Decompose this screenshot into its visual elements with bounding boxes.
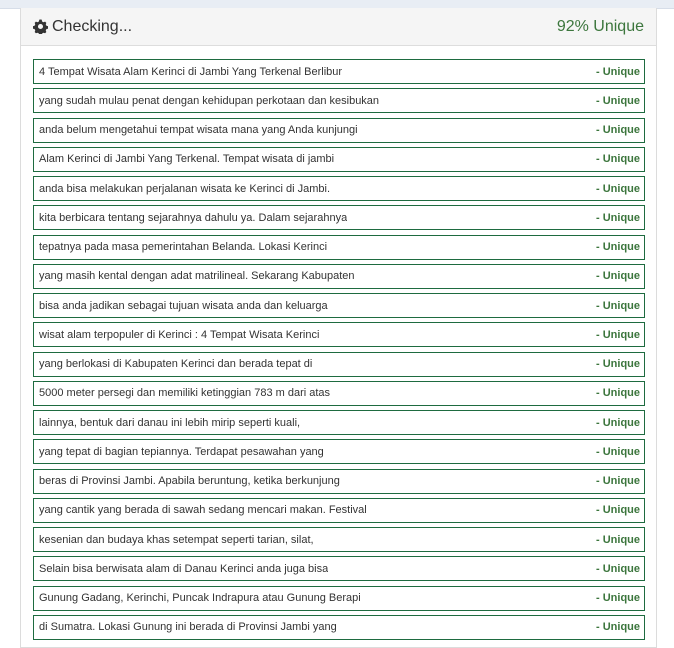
result-status: - Unique	[596, 504, 640, 517]
result-row	[33, 410, 645, 435]
result-status: - Unique	[596, 416, 640, 429]
result-status: - Unique	[596, 124, 640, 136]
result-sentence: tepatnya pada masa pemerintahan Belanda. Lokasi Kerinci	[39, 241, 328, 253]
result-sentence: yang berlokasi di Kabupaten Kerinci dan berada tepat di	[39, 358, 313, 370]
result-status: - Unique	[596, 299, 640, 312]
result-sentence: anda bisa melakukan perjalanan wisata ke Kerinci di Jambi.	[39, 182, 331, 195]
panel-header	[21, 8, 656, 46]
result-row	[33, 264, 645, 289]
result-status: - Unique	[596, 533, 640, 546]
uniqueness-score: 92% Unique	[556, 17, 644, 35]
result-sentence: yang masih kental dengan adat matrilineal. Sekarang Kabupaten	[39, 270, 355, 283]
result-sentence: Selain bisa berwisata alam di Danau Kerinci anda juga bisa	[39, 562, 329, 575]
result-status: - Unique	[596, 562, 640, 575]
result-status: - Unique	[596, 328, 640, 341]
result-row	[33, 556, 645, 581]
result-row	[33, 176, 645, 201]
results-list	[33, 59, 645, 644]
result-sentence: Gunung Gadang, Kerinchi, Puncak Indrapura atau Gunung Berapi	[39, 592, 361, 604]
result-row	[33, 439, 645, 464]
result-row	[33, 498, 645, 523]
result-sentence: yang tepat di bagian tepiannya. Terdapat pesawahan yang	[39, 445, 324, 458]
result-sentence: anda belum mengetahui tempat wisata mana yang Anda kunjungi	[39, 124, 358, 136]
result-status: - Unique	[596, 182, 640, 195]
result-sentence: yang cantik yang berada di sawah sedang mencari makan. Festival	[39, 504, 367, 517]
result-status: - Unique	[596, 153, 640, 166]
result-row	[33, 615, 645, 640]
result-row	[33, 59, 645, 84]
gear-icon	[33, 19, 48, 34]
result-status: - Unique	[596, 94, 640, 107]
result-sentence: kita berbicara tentang sejarahnya dahulu ya. Dalam sejarahnya	[39, 211, 348, 224]
result-sentence: 4 Tempat Wisata Alam Kerinci di Jambi Yang Terkenal Berlibur	[39, 65, 343, 78]
result-row	[33, 235, 645, 260]
result-sentence: wisat alam terpopuler di Kerinci : 4 Tempat Wisata Kerinci	[39, 328, 320, 341]
result-row	[33, 527, 645, 552]
result-row	[33, 88, 645, 113]
result-status: - Unique	[596, 358, 640, 370]
result-status: - Unique	[596, 621, 640, 634]
result-sentence: kesenian dan budaya khas setempat seperti tarian, silat,	[39, 533, 314, 546]
result-row	[33, 469, 645, 494]
result-status: - Unique	[596, 592, 640, 604]
status-label: Checking...	[52, 17, 133, 35]
result-row	[33, 352, 645, 377]
results-panel	[20, 8, 657, 648]
result-sentence: 5000 meter persegi dan memiliki ketinggian 783 m dari atas	[39, 387, 331, 400]
result-status: - Unique	[596, 475, 640, 487]
result-status: - Unique	[596, 387, 640, 400]
result-row	[33, 322, 645, 347]
result-status: - Unique	[596, 211, 640, 224]
result-status: - Unique	[596, 270, 640, 283]
result-row	[33, 118, 645, 143]
result-sentence: Alam Kerinci di Jambi Yang Terkenal. Tempat wisata di jambi	[39, 153, 335, 166]
result-row	[33, 381, 645, 406]
result-row	[33, 205, 645, 230]
result-status: - Unique	[596, 65, 640, 78]
result-sentence: yang sudah mulau penat dengan kehidupan perkotaan dan kesibukan	[39, 94, 380, 107]
result-row	[33, 147, 645, 172]
result-sentence: beras di Provinsi Jambi. Apabila beruntung, ketika berkunjung	[39, 475, 340, 487]
status-heading	[33, 18, 132, 36]
result-status: - Unique	[596, 445, 640, 458]
result-sentence: lainnya, bentuk dari danau ini lebih mirip seperti kuali,	[39, 416, 301, 429]
result-sentence: di Sumatra. Lokasi Gunung ini berada di Provinsi Jambi yang	[39, 621, 337, 634]
result-status: - Unique	[596, 241, 640, 253]
result-row	[33, 586, 645, 611]
result-sentence: bisa anda jadikan sebagai tujuan wisata anda dan keluarga	[39, 299, 328, 312]
result-row	[33, 293, 645, 318]
